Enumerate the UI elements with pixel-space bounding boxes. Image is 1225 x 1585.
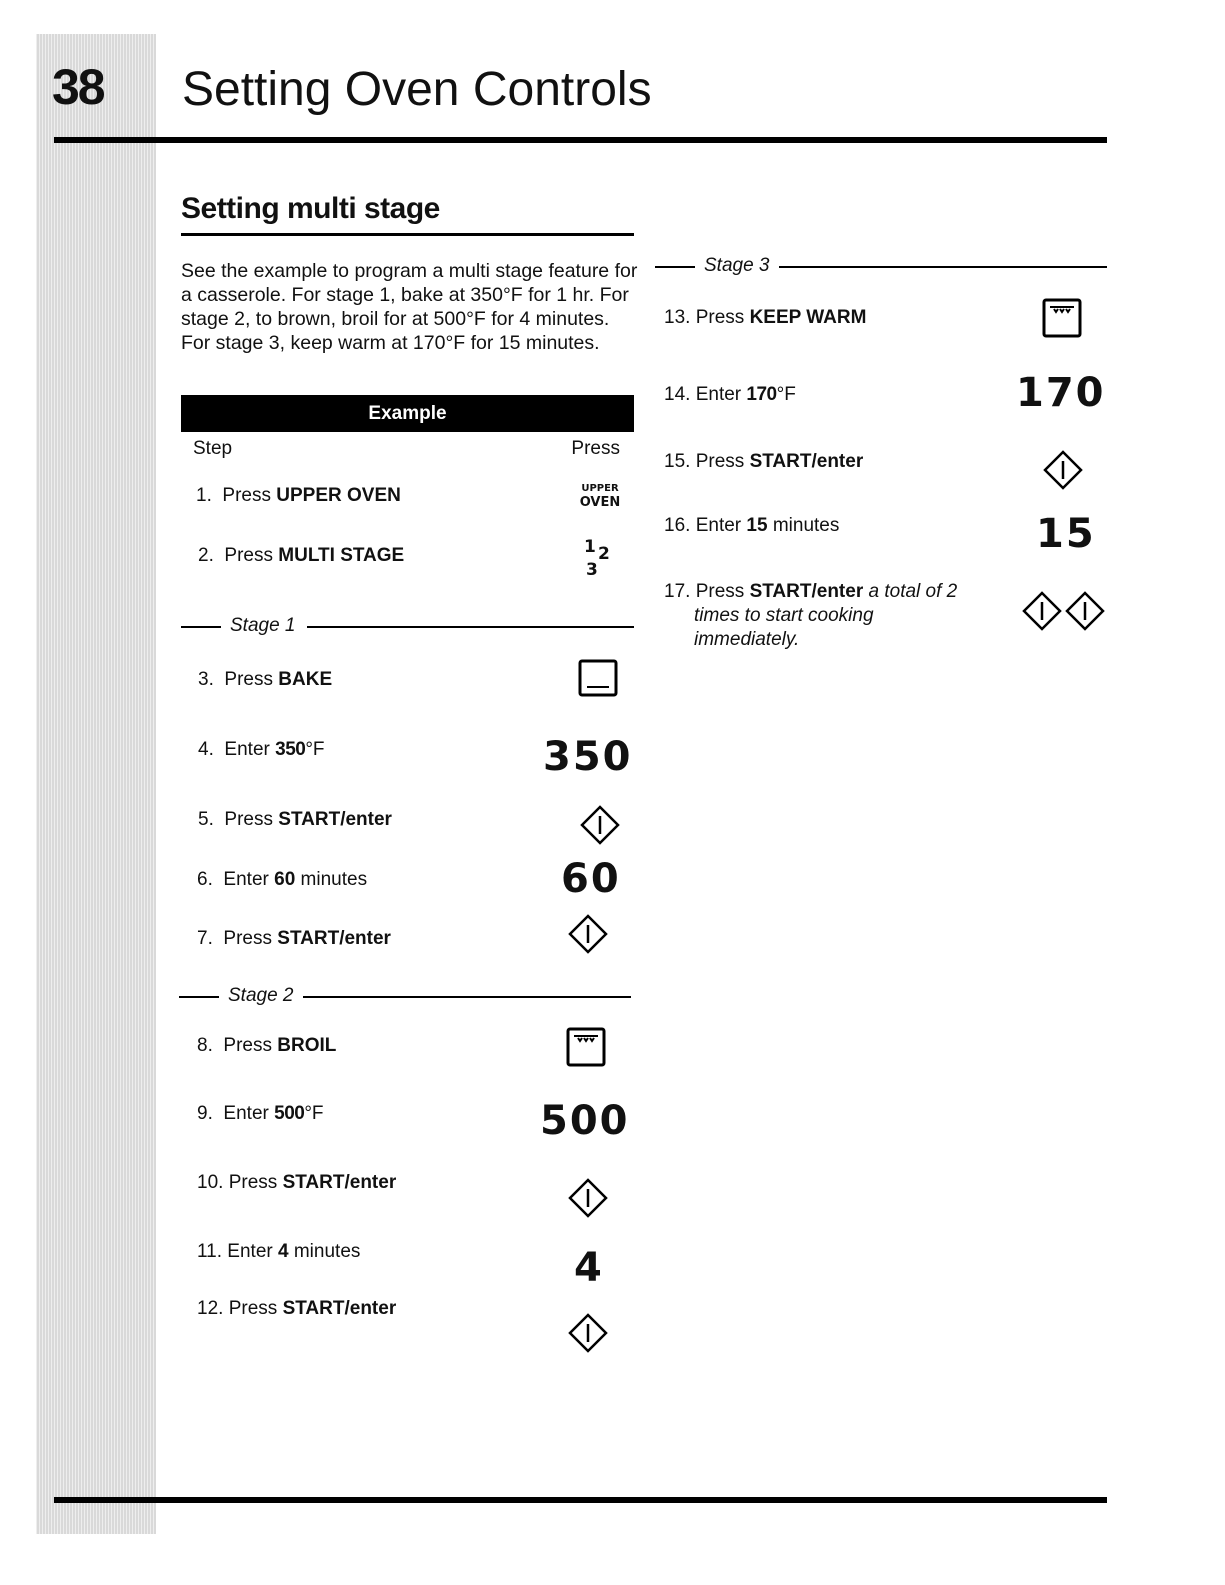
- column-press-label: Press: [571, 438, 620, 459]
- display-350: 350: [543, 734, 633, 780]
- step-number: 5.: [198, 809, 214, 830]
- section-title: Setting multi stage: [181, 192, 440, 225]
- step-8: [197, 1034, 336, 1058]
- step-13: [664, 306, 866, 330]
- step-verb: Press: [695, 307, 745, 328]
- step-unit: minutes: [300, 869, 368, 890]
- step-number: 1.: [196, 485, 212, 506]
- intro-paragraph: See the example to program a multi stage feature for a casserole. For stage 1, bake at 350°F for 1 hr. For stage 2, to brown, broil for at 500°F for 4 minutes. For stage 3, keep warm at 170°F for 15 minutes.: [181, 260, 638, 354]
- step-17-note-line2: times to start cooking: [694, 605, 874, 626]
- step-number: 12.: [197, 1298, 224, 1319]
- step-note: a total of 2: [868, 581, 958, 602]
- step-verb: Press: [224, 545, 273, 566]
- step-unit: minutes: [293, 1241, 361, 1262]
- step-key: START/enter: [278, 809, 392, 830]
- stage-rule-right: [303, 996, 631, 998]
- step-number: 6.: [197, 869, 213, 890]
- step-verb: Press: [695, 451, 745, 472]
- multi-stage-digit-1: 1: [584, 537, 596, 557]
- stage-rule-right: [779, 266, 1107, 268]
- start-enter-key-icon: [568, 1313, 608, 1353]
- step-number: 10.: [197, 1172, 224, 1193]
- broil-key-icon: [566, 1027, 606, 1067]
- step-unit: °F: [305, 739, 325, 760]
- step-number: 17.: [664, 581, 691, 602]
- step-12: [197, 1297, 396, 1321]
- header-rule: [54, 137, 1107, 143]
- step-verb: Press: [222, 485, 271, 506]
- step-key: START/enter: [749, 581, 864, 602]
- display-170: 170: [1016, 370, 1106, 416]
- stage-rule-left: [179, 996, 219, 998]
- step-verb: Enter: [227, 1241, 273, 1262]
- page-title: Setting Oven Controls: [182, 63, 652, 116]
- step-verb: Enter: [223, 1103, 269, 1124]
- start-enter-key-icon: [568, 1178, 608, 1218]
- multi-stage-digit-2: 2: [598, 544, 610, 564]
- upper-oven-key-line1: UPPER: [581, 483, 619, 494]
- display-60: 60: [561, 856, 621, 902]
- step-key: 4: [278, 1241, 289, 1262]
- step-key: START/enter: [277, 928, 391, 949]
- section-rule: [181, 233, 634, 236]
- step-key: BROIL: [277, 1035, 337, 1056]
- step-5: [198, 808, 392, 832]
- step-key: UPPER OVEN: [276, 485, 401, 506]
- step-verb: Press: [223, 928, 272, 949]
- step-17: [664, 580, 957, 604]
- stage-1-divider: [181, 614, 634, 638]
- example-column-header: [181, 436, 634, 462]
- step-verb: Enter: [224, 739, 270, 760]
- step-17-note-line3: immediately.: [694, 629, 800, 650]
- step-verb: Enter: [223, 869, 269, 890]
- start-enter-key-icon: [1065, 591, 1105, 631]
- stage-label: Stage 2: [228, 985, 294, 1006]
- step-verb: Enter: [695, 515, 742, 536]
- step-number: 11.: [197, 1241, 223, 1262]
- start-enter-key-icon: [580, 805, 620, 845]
- step-verb: Press: [695, 581, 745, 602]
- start-enter-key-icon: [1022, 591, 1062, 631]
- step-verb: Press: [228, 1172, 278, 1193]
- step-key: MULTI STAGE: [278, 545, 405, 566]
- stage-2-divider: [179, 984, 631, 1008]
- step-verb: Press: [224, 809, 273, 830]
- step-key: BAKE: [278, 669, 333, 690]
- start-enter-key-icon: [1043, 450, 1083, 490]
- step-number: 4.: [198, 739, 214, 760]
- upper-oven-key: [570, 482, 630, 510]
- step-unit: °F: [776, 384, 796, 405]
- stage-3-divider: [655, 254, 1107, 278]
- step-number: 3.: [198, 669, 214, 690]
- stage-rule-right: [307, 626, 634, 628]
- step-number: 13.: [664, 307, 691, 328]
- stage-rule-left: [181, 626, 221, 628]
- step-9: [197, 1102, 324, 1126]
- step-verb: Press: [224, 669, 273, 690]
- step-key: 15: [746, 515, 768, 536]
- step-11: [197, 1240, 360, 1264]
- display-15: 15: [1036, 511, 1096, 557]
- upper-oven-key-line2: OVEN: [579, 495, 621, 510]
- step-verb: Enter: [695, 384, 742, 405]
- step-number: 14.: [664, 384, 691, 405]
- step-number: 15.: [664, 451, 691, 472]
- step-verb: Press: [223, 1035, 272, 1056]
- step-7: [197, 927, 391, 951]
- step-6: [197, 868, 367, 892]
- column-step-label: Step: [193, 438, 233, 459]
- step-1: [196, 484, 401, 508]
- step-unit: minutes: [772, 515, 840, 536]
- display-4: 4: [574, 1245, 604, 1291]
- step-key: 60: [274, 869, 296, 890]
- multi-stage-digit-3: 3: [586, 560, 598, 580]
- display-500: 500: [540, 1098, 630, 1144]
- step-2: [198, 544, 404, 568]
- step-14: [664, 383, 796, 407]
- step-key: KEEP WARM: [749, 307, 867, 328]
- step-number: 16.: [664, 515, 691, 536]
- step-key: START/enter: [282, 1298, 397, 1319]
- step-unit: °F: [304, 1103, 324, 1124]
- step-4: [198, 738, 325, 762]
- stage-label: Stage 1: [230, 615, 296, 636]
- step-verb: Press: [228, 1298, 278, 1319]
- keep-warm-key-icon: [1042, 298, 1082, 338]
- step-key: 170: [746, 384, 777, 405]
- bake-key-icon: [578, 659, 618, 697]
- start-enter-key-icon: [568, 914, 608, 954]
- step-key: 500: [274, 1103, 305, 1124]
- stage-rule-left: [655, 266, 695, 268]
- step-3: [198, 668, 332, 692]
- stage-label: Stage 3: [704, 255, 770, 276]
- step-key: START/enter: [282, 1172, 397, 1193]
- step-key: 350: [275, 739, 306, 760]
- step-key: START/enter: [749, 451, 864, 472]
- footer-rule: [54, 1497, 1107, 1503]
- step-number: 9.: [197, 1103, 213, 1124]
- step-16: [664, 514, 839, 538]
- page-sidebar-band: [36, 34, 156, 1534]
- step-10: [197, 1171, 396, 1195]
- step-15: [664, 450, 863, 474]
- page-number: 38: [52, 59, 104, 115]
- step-number: 7.: [197, 928, 213, 949]
- step-number: 2.: [198, 545, 214, 566]
- step-number: 8.: [197, 1035, 213, 1056]
- example-heading: Example: [181, 395, 634, 432]
